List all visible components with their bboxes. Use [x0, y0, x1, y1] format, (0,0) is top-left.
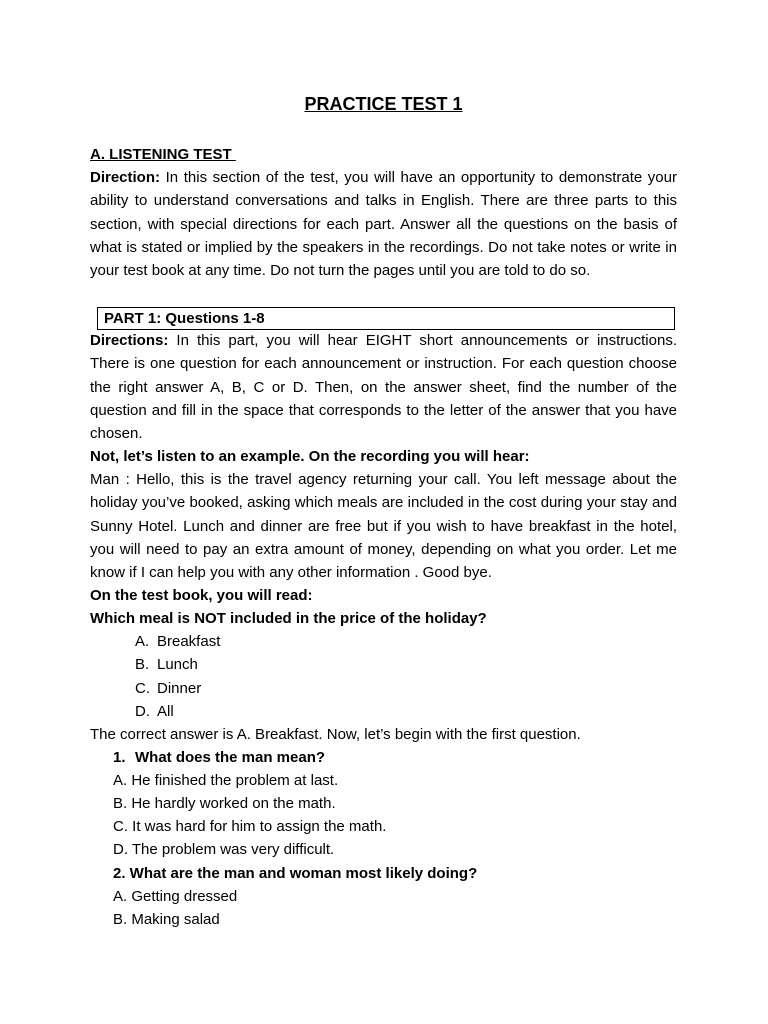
section-a-heading-wrap [90, 143, 677, 166]
section-a-directions [90, 166, 677, 282]
question-1 [113, 746, 325, 769]
option-text: Lunch [157, 656, 198, 673]
example-option [135, 677, 201, 700]
option-text: Dinner [157, 680, 202, 697]
q1-option: C. It was hard for him to assign the math. [113, 818, 387, 835]
example-option [135, 653, 198, 676]
direction-text: In this section of the test, you will have an opportunity to demonstrate your ability to understand conversations and talks in English. There are three parts to this section, with special directions for each part. Answer all the questions on the basis of what is stated or implied by the speakers in the recordings. Do not take notes or write in your test book at any time. Do not turn the pages until you are told to do so. [90, 169, 677, 280]
correct-answer-note: The correct answer is A. Breakfast. Now, let’s begin with the first question. [90, 726, 581, 743]
question-number: 1. [113, 749, 126, 766]
option-letter: B. [135, 656, 150, 673]
part1-heading: PART 1: Questions 1-8 [104, 310, 265, 327]
example-option [135, 700, 174, 723]
part1-directions [90, 329, 677, 445]
section-a-heading: A. LISTENING TEST [90, 146, 236, 163]
option-letter: A. [135, 633, 150, 650]
example-option [135, 630, 220, 653]
question-text: What does the man mean? [135, 749, 326, 766]
part1-directions-text: In this part, you will hear EIGHT short announcements or instructions. There is one question for each announcement or instruction. For each question choose the right answer A, B, C or D. Then, on the answer sheet, find the number of the question and fill in the space that corresponds to the letter of the answer that you have chosen. [90, 332, 677, 443]
test-book-intro: On the test book, you will read: [90, 587, 313, 604]
part1-heading-box [97, 307, 675, 330]
direction-label: Direction: [90, 169, 161, 186]
question-2: 2. What are the man and woman most likely doing? [113, 865, 478, 882]
example-script: Man : Hello, this is the travel agency returning your call. You left message about the holiday you’ve booked, asking which meals are included in the cost during your stay and Sunny Hotel. Lunch and dinner are free but if you wish to have breakfast in the hotel, you will need to pay an extra amount of money, depending on what you order. Let me know if I can help you with any other information . Good bye. [90, 471, 677, 582]
option-text: Breakfast [157, 633, 221, 650]
q1-option: A. He finished the problem at last. [113, 772, 339, 789]
example-question: Which meal is NOT included in the price of the holiday? [90, 610, 487, 627]
q1-option: D. The problem was very difficult. [113, 841, 335, 858]
part1-directions-label: Directions: [90, 332, 169, 349]
option-letter: D. [135, 703, 150, 720]
q1-option: B. He hardly worked on the math. [113, 795, 336, 812]
option-text: All [157, 703, 174, 720]
option-letter: C. [135, 680, 150, 697]
page-title: PRACTICE TEST 1 [304, 94, 463, 114]
example-intro: Not, let’s listen to an example. On the recording you will hear: [90, 448, 530, 465]
q2-option: B. Making salad [113, 911, 220, 928]
q2-option: A. Getting dressed [113, 888, 238, 905]
